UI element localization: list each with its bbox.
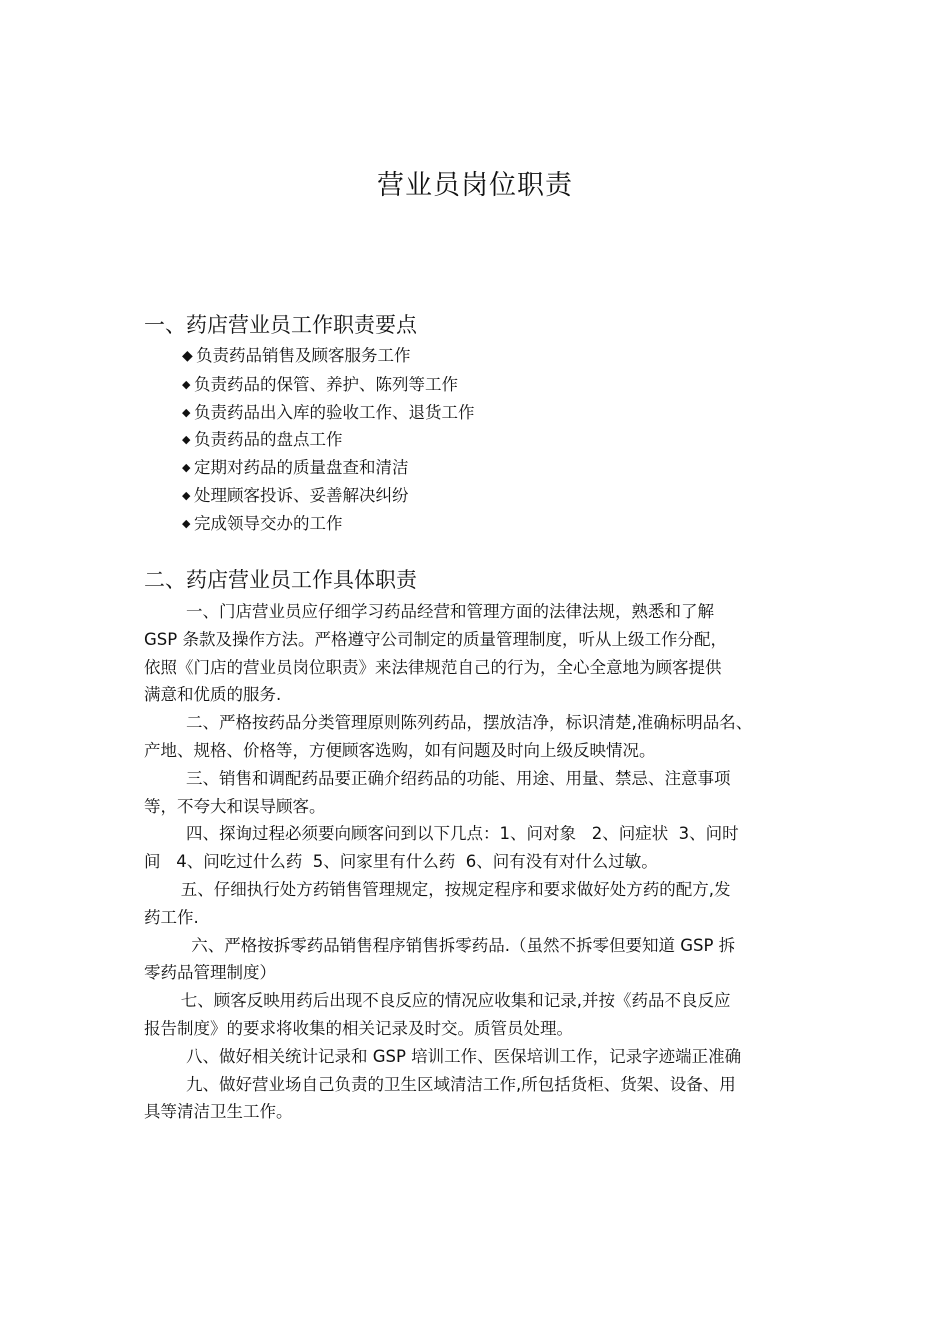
list-item-text: 定期对药品的质量盘查和清洁	[194, 458, 409, 478]
body-line: 五、仔细执行处方药销售管理规定，按规定程序和要求做好处方药的配方,发	[144, 879, 731, 899]
body-line: 产地、规格、价格等，方便顾客选购，如有问题及时向上级反映情况。	[144, 740, 656, 760]
body-line: 四、探询过程必须要向顾客问到以下几点：1、问对象 2、问症状 3、问时	[144, 824, 739, 844]
body-line: 六、严格按拆零药品销售程序销售拆零药品.（虽然不拆零但要知道 GSP 拆	[144, 935, 736, 955]
section2-heading: 二、药店营业员工作具体职责	[144, 568, 417, 592]
list-item	[182, 454, 475, 482]
body-line: 一、门店营业员应仔细学习药品经营和管理方面的法律法规，熟悉和了解	[144, 602, 714, 621]
body-line: 依照《门店的营业员岗位职责》来法律规范自己的行为，全心全意地为顾客提供	[144, 657, 722, 677]
list-item	[182, 371, 475, 399]
diamond-bullet-icon: ◆	[182, 461, 191, 475]
duty-points-list	[182, 342, 475, 538]
duties-body	[144, 598, 784, 1126]
body-line: 八、做好相关统计记录和 GSP 培训工作、医保培训工作，记录字迹端正准确	[144, 1046, 742, 1066]
body-line: 零药品管理制度）	[144, 963, 276, 983]
body-line: 药工作.	[144, 907, 199, 927]
body-line: 满意和优质的服务.	[144, 685, 282, 705]
diamond-bullet-icon: ◆	[182, 348, 193, 364]
list-item	[182, 426, 475, 454]
body-line: 二、严格按药品分类管理原则陈列药品，摆放洁净，标识清楚,准确标明品名、	[144, 713, 753, 733]
body-line: 九、做好营业场自己负责的卫生区域清洁工作,所包括货柜、货架、设备、用	[144, 1074, 736, 1094]
body-line: 七、顾客反映用药后出现不良反应的情况应收集和记录,并按《药品不良反应	[144, 991, 731, 1011]
body-line: 报告制度》的要求将收集的相关记录及时交。质管员处理。	[144, 1018, 573, 1038]
list-item	[182, 342, 475, 371]
list-item-text: 负责药品的保管、养护、陈列等工作	[194, 374, 458, 394]
diamond-bullet-icon: ◆	[182, 405, 191, 419]
body-line: GSP 条款及操作方法。严格遵守公司制定的质量管理制度，听从上级工作分配，	[144, 629, 727, 649]
list-item-text: 处理顾客投诉、妥善解决纠纷	[194, 485, 409, 505]
body-line: 间 4、问吃过什么药 5、问家里有什么药 6、问有没有对什么过敏。	[144, 852, 658, 872]
list-item	[182, 510, 475, 538]
diamond-bullet-icon: ◆	[182, 488, 191, 502]
body-line: 具等清洁卫生工作。	[144, 1102, 293, 1122]
body-line: 三、销售和调配药品要正确介绍药品的功能、用途、用量、禁忌、注意事项	[144, 768, 731, 788]
list-item	[182, 399, 475, 427]
diamond-bullet-icon: ◆	[182, 516, 191, 530]
body-line: 等，不夸大和误导顾客。	[144, 796, 326, 816]
list-item-text: 负责药品的盘点工作	[194, 430, 343, 450]
section1-heading: 一、药店营业员工作职责要点	[144, 313, 417, 337]
list-item-text: 完成领导交办的工作	[194, 513, 343, 533]
document-title: 营业员岗位职责	[377, 170, 573, 201]
diamond-bullet-icon: ◆	[182, 377, 191, 391]
list-item-text: 负责药品销售及顾客服务工作	[196, 346, 411, 365]
diamond-bullet-icon: ◆	[182, 433, 191, 447]
list-item-text: 负责药品出入库的验收工作、退货工作	[194, 402, 475, 422]
list-item	[182, 482, 475, 510]
